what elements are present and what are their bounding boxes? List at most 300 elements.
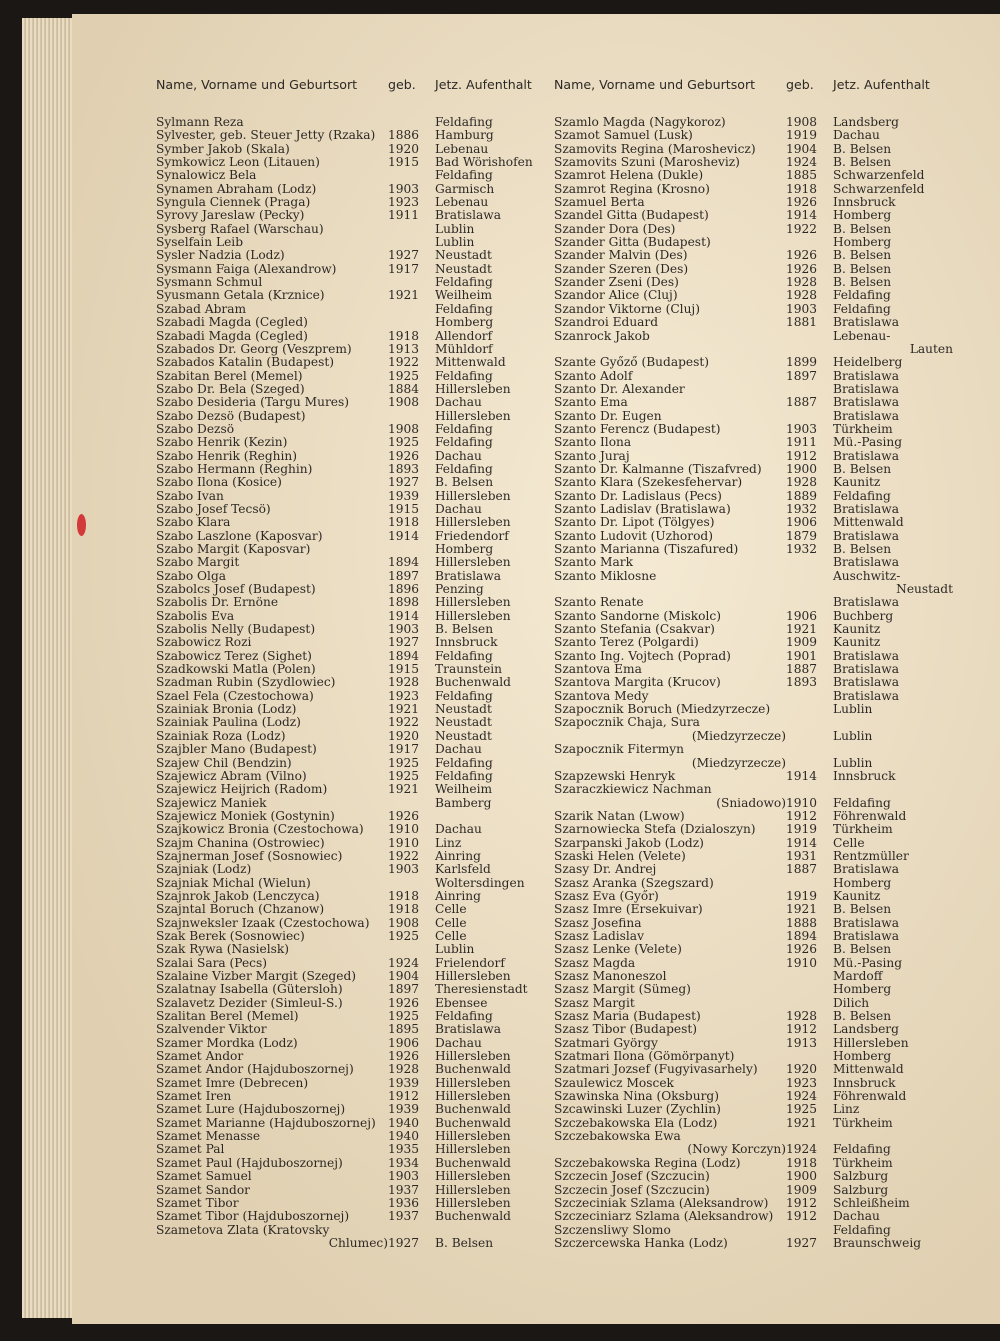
register-entry bbox=[554, 930, 1000, 943]
entry-residence: Neustadt bbox=[435, 728, 492, 743]
entry-residence: Mittenwald bbox=[435, 355, 506, 370]
register-entry bbox=[554, 757, 1000, 770]
entry-birth-year: 1888 bbox=[786, 915, 818, 930]
entry-birth-year: 1887 bbox=[786, 395, 818, 410]
entry-name: Szanto Ema bbox=[554, 395, 628, 410]
entry-residence: Homberg bbox=[435, 542, 494, 556]
entry-residence: Föhrenwald bbox=[833, 808, 907, 823]
entry-birth-year: 1925 bbox=[388, 755, 420, 770]
entry-name bbox=[554, 583, 786, 596]
entry-name: Sylmann Reza bbox=[156, 115, 244, 129]
register-entry bbox=[554, 183, 1000, 196]
entry-birth-year bbox=[786, 343, 833, 356]
entry-birth-year bbox=[786, 716, 833, 729]
entry-birth-year: 1921 bbox=[786, 902, 818, 917]
entry-birth-year bbox=[786, 583, 833, 596]
register-entry bbox=[554, 663, 1000, 676]
entry-residence: Mardoff bbox=[833, 969, 883, 983]
entry-residence: Hillersleben bbox=[435, 1089, 511, 1104]
entry-name: Szajewicz Moniek (Gostynin) bbox=[156, 808, 335, 823]
entry-name: Szamrot Regina (Krosno) bbox=[554, 181, 710, 196]
document-page bbox=[72, 14, 1000, 1324]
entry-birth-year: 1928 bbox=[786, 275, 818, 290]
register-entry bbox=[554, 703, 1000, 716]
entry-birth-year: 1903 bbox=[388, 862, 420, 877]
register-entry bbox=[554, 370, 1000, 383]
entry-name: Szaski Helen (Velete) bbox=[554, 848, 686, 863]
entry-residence: Lebenau- bbox=[833, 328, 891, 343]
register-entry bbox=[156, 1210, 554, 1223]
entry-residence: Feldafing bbox=[435, 1009, 493, 1024]
entry-name: Szanto Ludovit (Uzhorod) bbox=[554, 528, 713, 543]
entry-residence: Weilheim bbox=[435, 782, 493, 797]
register-entry bbox=[554, 383, 1000, 396]
entry-birth-year: 1918 bbox=[388, 328, 420, 343]
entry-birth-year bbox=[786, 877, 833, 890]
entry-name: Szarik Natan (Lwow) bbox=[554, 808, 685, 823]
entry-residence bbox=[833, 743, 953, 756]
entry-name: Szanto Marianna (Tiszafured) bbox=[554, 542, 739, 556]
register-entry bbox=[156, 1023, 554, 1036]
entry-name: Szak Rywa (Nasielsk) bbox=[156, 942, 290, 957]
register-entry bbox=[156, 743, 554, 756]
entry-name: Szajbler Mano (Budapest) bbox=[156, 742, 317, 757]
register-entry bbox=[554, 570, 1000, 583]
header-born: geb. bbox=[786, 77, 814, 92]
register-entry bbox=[554, 730, 1000, 743]
entry-name: Syusmann Getala (Krznice) bbox=[156, 288, 325, 303]
entry-birth-year: 1923 bbox=[388, 195, 420, 210]
entry-residence: Bratislawa bbox=[435, 568, 501, 583]
register-entry bbox=[156, 676, 554, 689]
entry-residence: Homberg bbox=[833, 1049, 892, 1064]
entry-birth-year: 1939 bbox=[388, 1075, 420, 1090]
entry-birth-year: 1901 bbox=[786, 648, 818, 663]
register-entry bbox=[554, 1023, 1000, 1036]
entry-residence: Lebenau bbox=[435, 141, 489, 156]
entry-birth-year: 1928 bbox=[786, 288, 818, 303]
entry-residence: Hillersleben bbox=[435, 1129, 511, 1144]
register-entry bbox=[156, 530, 554, 543]
entry-name: Szasz Magda bbox=[554, 955, 636, 970]
entry-name: Szamet Andor bbox=[156, 1049, 244, 1064]
entry-name: Szanto Ladislav (Bratislawa) bbox=[554, 501, 731, 516]
entry-birth-year: 1917 bbox=[388, 742, 420, 757]
register-entry bbox=[554, 236, 1000, 249]
register-entry bbox=[554, 116, 1000, 129]
entry-residence: Hillersleben bbox=[435, 1182, 511, 1197]
entry-birth-year bbox=[786, 983, 833, 996]
entry-residence: Bratislawa bbox=[833, 648, 899, 663]
register-entry bbox=[554, 676, 1000, 689]
entry-name: Szcawinski Luzer (Zychlin) bbox=[554, 1102, 721, 1117]
register-entry bbox=[554, 423, 1000, 436]
entry-birth-year: 1910 bbox=[786, 795, 818, 810]
entry-name: Szczeciniarz Szlama (Aleksandrow) bbox=[554, 1209, 774, 1224]
entry-name: Szante Győző (Budapest) bbox=[554, 355, 710, 370]
register-entry bbox=[156, 970, 554, 983]
register-entry bbox=[156, 1197, 554, 1210]
entry-birth-year: 1911 bbox=[388, 208, 420, 223]
register-entry bbox=[554, 223, 1000, 236]
entry-residence: Lebenau bbox=[435, 195, 489, 210]
entry-birth-year: 1927 bbox=[388, 1235, 420, 1250]
entry-name: Szamovits Regina (Maroshevicz) bbox=[554, 141, 756, 156]
register-columns bbox=[156, 76, 1000, 1316]
entry-residence: Dilich bbox=[833, 995, 870, 1010]
register-entry bbox=[554, 343, 1000, 356]
entry-name: Szasz Aranka (Szegszard) bbox=[554, 875, 714, 890]
register-entry bbox=[554, 1210, 1000, 1223]
register-entry bbox=[554, 209, 1000, 222]
entry-name: Szabitan Berel (Memel) bbox=[156, 368, 303, 383]
entry-name: Szander Gitta (Budapest) bbox=[554, 235, 711, 250]
entry-residence: Feldafing bbox=[435, 755, 493, 770]
entry-residence: Kaunitz bbox=[833, 622, 881, 637]
entry-name: Szajewicz Abram (Vilno) bbox=[156, 768, 307, 783]
entry-birth-year: 1926 bbox=[388, 448, 420, 463]
register-entry bbox=[156, 303, 554, 316]
entry-name: Szander Szeren (Des) bbox=[554, 261, 689, 276]
entry-birth-year: 1912 bbox=[786, 808, 818, 823]
entry-name: Szamet Pal bbox=[156, 1142, 225, 1157]
entry-birth-year: 1910 bbox=[388, 835, 420, 850]
entry-name: Szabo Hermann (Reghin) bbox=[156, 461, 313, 476]
register-entry bbox=[554, 810, 1000, 823]
entry-birth-year: 1932 bbox=[786, 501, 818, 516]
register-entry bbox=[554, 997, 1000, 1010]
entry-residence: Schwarzenfeld bbox=[833, 181, 925, 196]
entry-birth-year: 1919 bbox=[786, 822, 818, 837]
entry-birth-year: 1908 bbox=[388, 421, 420, 436]
right-column bbox=[554, 76, 1000, 1250]
entry-name: Szabo Dezsö (Budapest) bbox=[156, 408, 306, 423]
entry-residence: Landsberg bbox=[833, 1022, 899, 1037]
entry-name: (Miedzyrzecze) bbox=[691, 728, 786, 743]
entry-name: Sysler Nadzia (Lodz) bbox=[156, 248, 285, 263]
entry-birth-year: 1906 bbox=[786, 608, 818, 623]
register-entry bbox=[156, 516, 554, 529]
entry-residence: Bratislawa bbox=[833, 915, 899, 930]
entry-name: Szasz Margit (Sümeg) bbox=[554, 982, 691, 997]
entry-residence: Buchenwald bbox=[435, 1115, 511, 1130]
entry-birth-year: 1925 bbox=[388, 1009, 420, 1024]
entry-birth-year: 1925 bbox=[388, 928, 420, 943]
entry-name: (Nowy Korczyn) bbox=[687, 1142, 786, 1157]
register-entry bbox=[554, 983, 1000, 996]
entry-birth-year: 1897 bbox=[388, 982, 420, 997]
entry-residence: Feldafing bbox=[833, 1142, 891, 1157]
entry-name: Szawinska Nina (Oksburg) bbox=[554, 1089, 719, 1104]
register-entry bbox=[554, 276, 1000, 289]
entry-residence: Lublin bbox=[833, 755, 873, 770]
entry-residence: Celle bbox=[435, 928, 467, 943]
entry-residence: Föhrenwald bbox=[833, 1089, 907, 1104]
entry-birth-year: 1894 bbox=[786, 928, 818, 943]
entry-birth-year bbox=[786, 570, 833, 583]
entry-birth-year: 1928 bbox=[388, 1062, 420, 1077]
entry-name: Szamovits Szuni (Marosheviz) bbox=[554, 155, 740, 170]
entry-name: Szanto Sandorne (Miskolc) bbox=[554, 608, 721, 623]
entry-name: Szabo Josef Tecsö) bbox=[156, 501, 271, 516]
entry-residence: B. Belsen bbox=[833, 248, 892, 263]
register-entry bbox=[554, 463, 1000, 476]
register-entry bbox=[156, 1037, 554, 1050]
entry-name: Szandor Alice (Cluj) bbox=[554, 288, 678, 303]
entry-residence: Feldafing bbox=[833, 488, 891, 503]
entry-name: Szander Malvin (Des) bbox=[554, 248, 688, 263]
entry-residence bbox=[833, 1130, 953, 1143]
entry-birth-year: 1887 bbox=[786, 862, 818, 877]
entry-birth-year: 1913 bbox=[388, 341, 420, 356]
entry-name: Szander Zseni (Des) bbox=[554, 275, 679, 290]
entry-residence: Hillersleben bbox=[435, 1142, 511, 1157]
entry-name: Szajniak (Lodz) bbox=[156, 862, 252, 877]
entry-birth-year bbox=[388, 543, 435, 556]
right-entry-list bbox=[554, 116, 1000, 1250]
entry-name: Szajnweksler Izaak (Czestochowa) bbox=[156, 915, 370, 930]
entry-birth-year: 1900 bbox=[786, 461, 818, 476]
entry-birth-year: 1915 bbox=[388, 155, 420, 170]
entry-name: Szanto Ilona bbox=[554, 435, 632, 450]
entry-name: Szamlo Magda (Nagykoroz) bbox=[554, 115, 726, 129]
entry-name: Szamet Tibor bbox=[156, 1195, 239, 1210]
register-entry bbox=[156, 1237, 554, 1250]
entry-residence: Innsbruck bbox=[833, 195, 896, 210]
register-entry bbox=[554, 583, 1000, 596]
entry-name: Szatmari Jozsef (Fugyivasarhely) bbox=[554, 1062, 758, 1077]
entry-name: Szajnrok Jakob (Lenczyca) bbox=[156, 888, 320, 903]
register-entry bbox=[156, 983, 554, 996]
entry-name: Synamen Abraham (Lodz) bbox=[156, 181, 317, 196]
register-entry bbox=[156, 997, 554, 1010]
entry-residence: Homberg bbox=[833, 208, 892, 223]
register-entry bbox=[554, 1117, 1000, 1130]
entry-birth-year: 1909 bbox=[786, 1182, 818, 1197]
entry-residence: Salzburg bbox=[833, 1169, 889, 1184]
entry-birth-year: 1923 bbox=[388, 688, 420, 703]
entry-residence: Kaunitz bbox=[833, 888, 881, 903]
entry-residence: Feldafing bbox=[435, 275, 493, 290]
register-entry bbox=[554, 476, 1000, 489]
entry-name: Szapocznik Fitermyn bbox=[554, 742, 685, 757]
entry-name: Szanto Dr. Eugen bbox=[554, 408, 662, 423]
entry-name: Syselfain Leib bbox=[156, 235, 244, 250]
entry-residence: Türkheim bbox=[833, 822, 893, 837]
entry-name: Szanto Terez (Polgardi) bbox=[554, 635, 699, 650]
entry-name: Szanto Adolf bbox=[554, 368, 633, 383]
entry-birth-year: 1906 bbox=[388, 1035, 420, 1050]
entry-birth-year: 1903 bbox=[786, 301, 818, 316]
entry-birth-year: 1925 bbox=[786, 1102, 818, 1117]
entry-birth-year: 1921 bbox=[388, 782, 420, 797]
entry-name: Szamet Sandor bbox=[156, 1182, 251, 1197]
entry-residence: Neustadt bbox=[435, 702, 492, 717]
entry-birth-year: 1912 bbox=[786, 1195, 818, 1210]
entry-name: Szczebakowska Ela (Lodz) bbox=[554, 1115, 718, 1130]
entry-name: Szadkowski Matla (Polen) bbox=[156, 662, 316, 677]
entry-birth-year: 1909 bbox=[786, 635, 818, 650]
entry-residence: Dachau bbox=[435, 822, 482, 837]
entry-birth-year: 1928 bbox=[786, 1009, 818, 1024]
entry-name: Szasz Tibor (Budapest) bbox=[554, 1022, 698, 1037]
register-entry bbox=[156, 783, 554, 796]
register-entry bbox=[156, 143, 554, 156]
entry-name: Szczeciniak Szlama (Aleksandrow) bbox=[554, 1195, 769, 1210]
entry-birth-year: 1926 bbox=[786, 261, 818, 276]
entry-birth-year: 1925 bbox=[388, 368, 420, 383]
entry-name: Szanto Renate bbox=[554, 595, 644, 610]
register-entry bbox=[554, 1050, 1000, 1063]
entry-residence: Bad Wörishofen bbox=[435, 155, 533, 170]
register-entry bbox=[156, 570, 554, 583]
entry-residence: Feldafing bbox=[435, 168, 493, 183]
entry-residence: Bratislawa bbox=[833, 395, 899, 410]
entry-name: Szarpanski Jakob (Lodz) bbox=[554, 835, 704, 850]
entry-birth-year bbox=[388, 223, 435, 236]
entry-name: Szabadi Magda (Cegled) bbox=[156, 328, 308, 343]
entry-name: Szczecin Josef (Szczucin) bbox=[554, 1182, 710, 1197]
register-entry bbox=[554, 316, 1000, 329]
register-entry bbox=[554, 690, 1000, 703]
register-entry bbox=[554, 903, 1000, 916]
entry-name: Szamet Tibor (Hajduboszornej) bbox=[156, 1209, 350, 1224]
entry-name: Szanto Stefania (Csakvar) bbox=[554, 622, 715, 637]
entry-birth-year: 1894 bbox=[388, 555, 420, 570]
entry-name: Szabolcs Josef (Budapest) bbox=[156, 582, 316, 597]
entry-residence: Dachau bbox=[435, 501, 482, 516]
entry-name: Szanto Ing. Vojtech (Poprad) bbox=[554, 648, 731, 663]
entry-name: Szantova Margita (Krucov) bbox=[554, 675, 721, 690]
entry-name: Szantova Medy bbox=[554, 688, 649, 703]
entry-birth-year: 1898 bbox=[388, 595, 420, 610]
entry-residence: Hillersleben bbox=[435, 408, 511, 423]
entry-residence: Bratislawa bbox=[833, 381, 899, 396]
register-entry bbox=[156, 1170, 554, 1183]
entry-residence: Woltersdingen bbox=[435, 875, 525, 890]
entry-residence: Hillersleben bbox=[435, 608, 511, 623]
register-entry bbox=[156, 1184, 554, 1197]
entry-birth-year: 1928 bbox=[388, 675, 420, 690]
register-entry bbox=[156, 930, 554, 943]
register-entry bbox=[156, 730, 554, 743]
entry-residence: Hillersleben bbox=[435, 1049, 511, 1064]
entry-residence: B. Belsen bbox=[435, 1235, 494, 1250]
entry-name: Szamot Samuel (Lusk) bbox=[554, 128, 693, 143]
entry-birth-year: 1908 bbox=[388, 395, 420, 410]
register-entry bbox=[156, 863, 554, 876]
entry-name: Symber Jakob (Skala) bbox=[156, 141, 290, 156]
entry-residence bbox=[435, 1224, 553, 1237]
register-entry bbox=[554, 503, 1000, 516]
entry-name: Szabo Desideria (Targu Mures) bbox=[156, 395, 349, 410]
entry-name: Szajewicz Heijrich (Radom) bbox=[156, 782, 328, 797]
register-entry bbox=[554, 970, 1000, 983]
entry-name: Szabowicz Rozi bbox=[156, 635, 252, 650]
register-entry bbox=[554, 1077, 1000, 1090]
entry-birth-year: 1904 bbox=[786, 141, 818, 156]
entry-residence: Salzburg bbox=[833, 1182, 889, 1197]
register-entry bbox=[554, 289, 1000, 302]
entry-name: Szabolis Eva bbox=[156, 608, 235, 623]
entry-name: Szamet Marianne (Hajduboszornej) bbox=[156, 1115, 376, 1130]
entry-residence: B. Belsen bbox=[833, 141, 892, 156]
entry-birth-year: 1918 bbox=[388, 902, 420, 917]
entry-residence: Bratislawa bbox=[833, 555, 899, 570]
entry-birth-year: 1924 bbox=[786, 1089, 818, 1104]
entry-name bbox=[554, 343, 786, 356]
entry-birth-year: 1879 bbox=[786, 528, 818, 543]
entry-birth-year: 1899 bbox=[786, 355, 818, 370]
entry-birth-year: 1897 bbox=[388, 568, 420, 583]
register-entry bbox=[156, 610, 554, 623]
entry-name: Syrovy Jareslaw (Pecky) bbox=[156, 208, 305, 223]
entry-birth-year: 1919 bbox=[786, 128, 818, 143]
entry-residence: Neustadt bbox=[435, 715, 492, 730]
entry-name: Szczercewska Hanka (Lodz) bbox=[554, 1235, 728, 1250]
entry-name: Szainiak Paulina (Lodz) bbox=[156, 715, 301, 730]
register-entry bbox=[554, 890, 1000, 903]
entry-residence: Buchenwald bbox=[435, 1209, 511, 1224]
entry-birth-year: 1911 bbox=[786, 435, 818, 450]
entry-name: Szalvender Viktor bbox=[156, 1022, 267, 1037]
entry-birth-year bbox=[786, 1130, 833, 1143]
entry-residence: Feldafing bbox=[833, 301, 891, 316]
register-entry bbox=[554, 396, 1000, 409]
entry-birth-year: 1894 bbox=[388, 648, 420, 663]
entry-residence: Bratislawa bbox=[833, 368, 899, 383]
register-entry bbox=[156, 1063, 554, 1076]
entry-birth-year: 1884 bbox=[388, 381, 420, 396]
entry-residence: Buchberg bbox=[833, 608, 894, 623]
entry-birth-year: 1885 bbox=[786, 168, 818, 183]
register-entry bbox=[156, 209, 554, 222]
register-entry bbox=[156, 770, 554, 783]
register-entry bbox=[554, 490, 1000, 503]
register-entry bbox=[156, 450, 554, 463]
entry-birth-year bbox=[388, 316, 435, 329]
register-entry bbox=[156, 556, 554, 569]
register-entry bbox=[554, 716, 1000, 729]
entry-birth-year bbox=[388, 116, 435, 129]
entry-residence: Feldafing bbox=[435, 768, 493, 783]
entry-birth-year bbox=[786, 383, 833, 396]
entry-name: Szabo Klara bbox=[156, 515, 231, 530]
register-entry bbox=[554, 1170, 1000, 1183]
entry-birth-year: 1934 bbox=[388, 1155, 420, 1170]
entry-residence: Celle bbox=[833, 835, 865, 850]
register-entry bbox=[156, 797, 554, 810]
entry-name: (Sniadowo) bbox=[716, 795, 786, 810]
entry-birth-year: 1922 bbox=[388, 715, 420, 730]
entry-residence: Lublin bbox=[435, 942, 475, 957]
entry-residence: Mittenwald bbox=[833, 515, 904, 530]
entry-residence: Bratislawa bbox=[833, 315, 899, 330]
entry-birth-year: 1921 bbox=[388, 288, 420, 303]
entry-name: Szasz Lenke (Velete) bbox=[554, 942, 682, 957]
entry-residence: Neustadt bbox=[435, 248, 492, 263]
entry-name: Szander Dora (Des) bbox=[554, 221, 676, 236]
register-entry bbox=[554, 623, 1000, 636]
register-entry bbox=[156, 1157, 554, 1170]
register-entry bbox=[554, 303, 1000, 316]
register-entry bbox=[554, 450, 1000, 463]
entry-birth-year: 1922 bbox=[388, 848, 420, 863]
entry-birth-year: 1927 bbox=[786, 1235, 818, 1250]
entry-name: Szamet Lure (Hajduboszornej) bbox=[156, 1102, 346, 1117]
entry-name: Szczebakowska Regina (Lodz) bbox=[554, 1155, 741, 1170]
entry-residence bbox=[833, 716, 953, 729]
